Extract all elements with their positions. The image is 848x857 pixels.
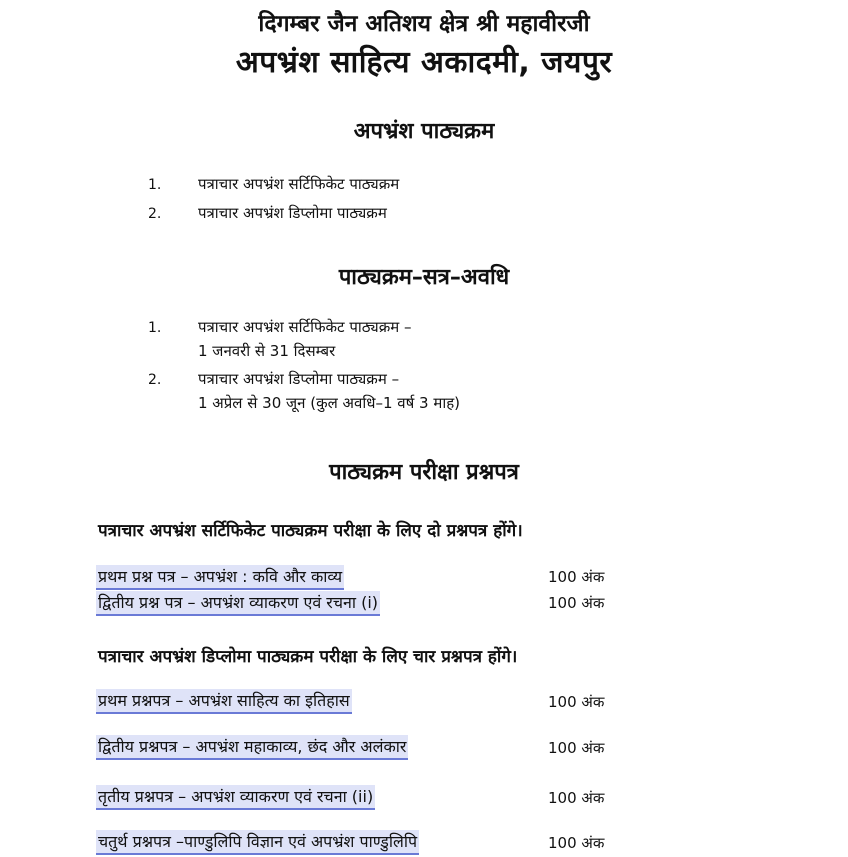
paper-marks: 100 अंक	[548, 594, 605, 612]
list-item-number: 2.	[148, 372, 162, 388]
list-item-number: 2.	[148, 206, 162, 222]
institution-title: दिगम्बर जैन अतिशय क्षेत्र श्री महावीरजी	[258, 11, 590, 37]
list-item-text: पत्राचार अपभ्रंश सर्टिफिकेट पाठ्यक्रम	[198, 175, 400, 193]
paper-marks: 100 अंक	[548, 693, 605, 711]
list-item-text: 1 अप्रेल से 30 जून (कुल अवधि–1 वर्ष 3 माह)	[198, 394, 461, 412]
paper-title: द्वितीय प्रश्नपत्र – अपभ्रंश महाकाव्य, छंद और अलंकार	[96, 735, 408, 760]
list-item-text: पत्राचार अपभ्रंश डिप्लोमा पाठ्यक्रम –	[198, 370, 400, 388]
list-item-text: पत्राचार अपभ्रंश डिप्लोमा पाठ्यक्रम	[198, 204, 387, 222]
paper-title: तृतीय प्रश्नपत्र – अपभ्रंश व्याकरण एवं रचना (ii)	[96, 785, 375, 810]
courses-heading: अपभ्रंश पाठ्यक्रम	[353, 119, 495, 144]
certificate-intro: पत्राचार अपभ्रंश सर्टिफिकेट पाठ्यक्रम परीक्षा के लिए दो प्रश्नपत्र होंगे।	[98, 521, 523, 541]
paper-title: प्रथम प्रश्न पत्र – अपभ्रंश : कवि और काव्य	[96, 565, 344, 590]
session-duration-heading: पाठ्यक्रम–सत्र–अवधि	[338, 265, 510, 290]
paper-marks: 100 अंक	[548, 739, 605, 757]
paper-title: प्रथम प्रश्नपत्र – अपभ्रंश साहित्य का इतिहास	[96, 689, 352, 714]
paper-marks: 100 अंक	[548, 568, 605, 586]
paper-title: चतुर्थ प्रश्नपत्र –पाण्डुलिपि विज्ञान एवं अपभ्रंश पाण्डुलिपि	[96, 830, 419, 855]
list-item-text: पत्राचार अपभ्रंश सर्टिफिकेट पाठ्यक्रम –	[198, 318, 412, 336]
exam-papers-heading: पाठ्यक्रम परीक्षा प्रश्नपत्र	[329, 460, 519, 485]
list-item-number: 1.	[148, 177, 162, 193]
paper-marks: 100 अंक	[548, 789, 605, 807]
list-item-number: 1.	[148, 320, 162, 336]
academy-title: अपभ्रंश साहित्य अकादमी, जयपुर	[235, 45, 613, 80]
list-item-text: 1 जनवरी से 31 दिसम्बर	[198, 342, 336, 360]
paper-marks: 100 अंक	[548, 834, 605, 852]
diploma-intro: पत्राचार अपभ्रंश डिप्लोमा पाठ्यक्रम परीक्षा के लिए चार प्रश्नपत्र होंगे।	[98, 647, 518, 667]
paper-title: द्वितीय प्रश्न पत्र – अपभ्रंश व्याकरण एवं रचना (i)	[96, 591, 380, 616]
